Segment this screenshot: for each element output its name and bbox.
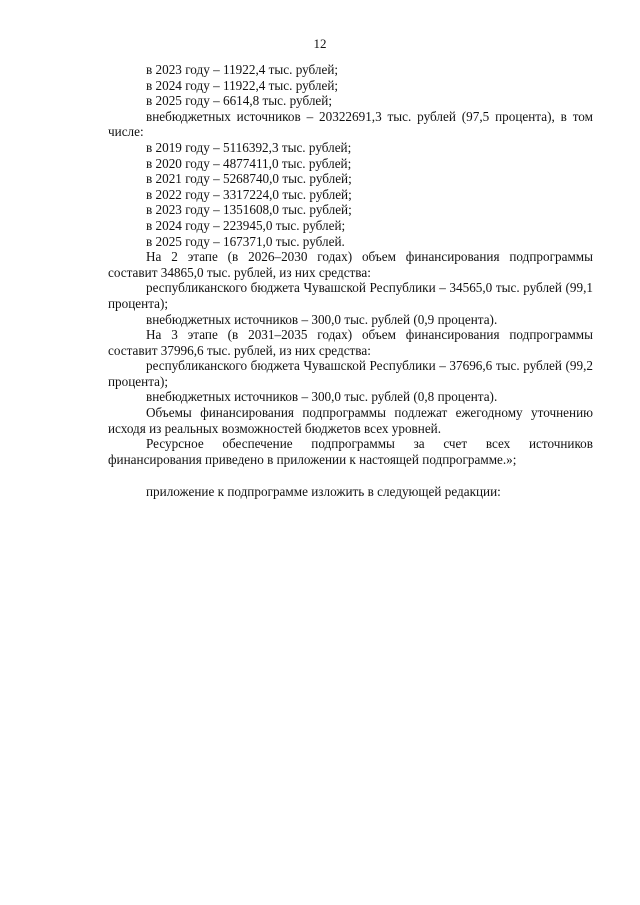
- paragraph-annual-adjustment: Объемы финансирования подпрограммы подлежат ежегодному уточнению исходя из реальных возможностей бюджетов всех уровней.: [108, 405, 593, 436]
- paragraph-2025-amount: в 2025 году – 6614,8 тыс. рублей;: [146, 93, 332, 109]
- paragraph-2022-extrabudgetary: в 2022 году – 3317224,0 тыс. рублей;: [146, 186, 352, 202]
- paragraph-resource-support: Ресурсное обеспечение подпрограммы за счет всех источников финансирования приведено в приложении к настоящей подпрограмме.»;: [108, 436, 593, 467]
- paragraph-2019-extrabudgetary: в 2019 году – 5116392,3 тыс. рублей;: [146, 139, 352, 155]
- paragraph-2024-extrabudgetary: в 2024 году – 223945,0 тыс. рублей;: [146, 217, 346, 233]
- paragraph-stage-3-extrabudgetary: внебюджетных источников – 300,0 тыс. рублей (0,8 процента).: [146, 389, 498, 405]
- paragraph-stage-2-total: На 2 этапе (в 2026–2030 годах) объем финансирования подпрограммы составит 34865,0 тыс. рублей, из них средства:: [108, 249, 593, 280]
- paragraph-appendix-instruction: приложение к подпрограмме изложить в следующей редакции:: [146, 484, 501, 500]
- paragraph-2023-amount: в 2023 году – 11922,4 тыс. рублей;: [146, 62, 339, 77]
- paragraph-spacer: [108, 467, 593, 484]
- paragraph-2020-extrabudgetary: в 2020 году – 4877411,0 тыс. рублей;: [146, 155, 352, 171]
- paragraph-2024-amount: в 2024 году – 11922,4 тыс. рублей;: [146, 77, 339, 93]
- paragraph-2025-extrabudgetary: в 2025 году – 167371,0 тыс. рублей.: [146, 233, 345, 249]
- paragraph-2021-extrabudgetary: в 2021 году – 5268740,0 тыс. рублей;: [146, 171, 352, 187]
- paragraph-extrabudgetary-total: внебюджетных источников – 20322691,3 тыс. рублей (97,5 процента), в том числе:: [108, 108, 593, 140]
- page-number: 12: [313, 36, 327, 51]
- paragraph-2023-extrabudgetary: в 2023 году – 1351608,0 тыс. рублей;: [146, 202, 352, 218]
- document-body: [108, 62, 593, 500]
- paragraph-stage-2-extrabudgetary: внебюджетных источников – 300,0 тыс. рублей (0,9 процента).: [146, 311, 498, 327]
- paragraph-stage-2-republican-budget: республиканского бюджета Чувашской Республики – 34565,0 тыс. рублей (99,1 процента);: [108, 280, 593, 311]
- paragraph-stage-3-total: На 3 этапе (в 2031–2035 годах) объем финансирования подпрограммы составит 37996,6 тыс. рублей, из них средства:: [108, 327, 593, 358]
- paragraph-stage-3-republican-budget: республиканского бюджета Чувашской Республики – 37696,6 тыс. рублей (99,2 процента);: [108, 358, 593, 389]
